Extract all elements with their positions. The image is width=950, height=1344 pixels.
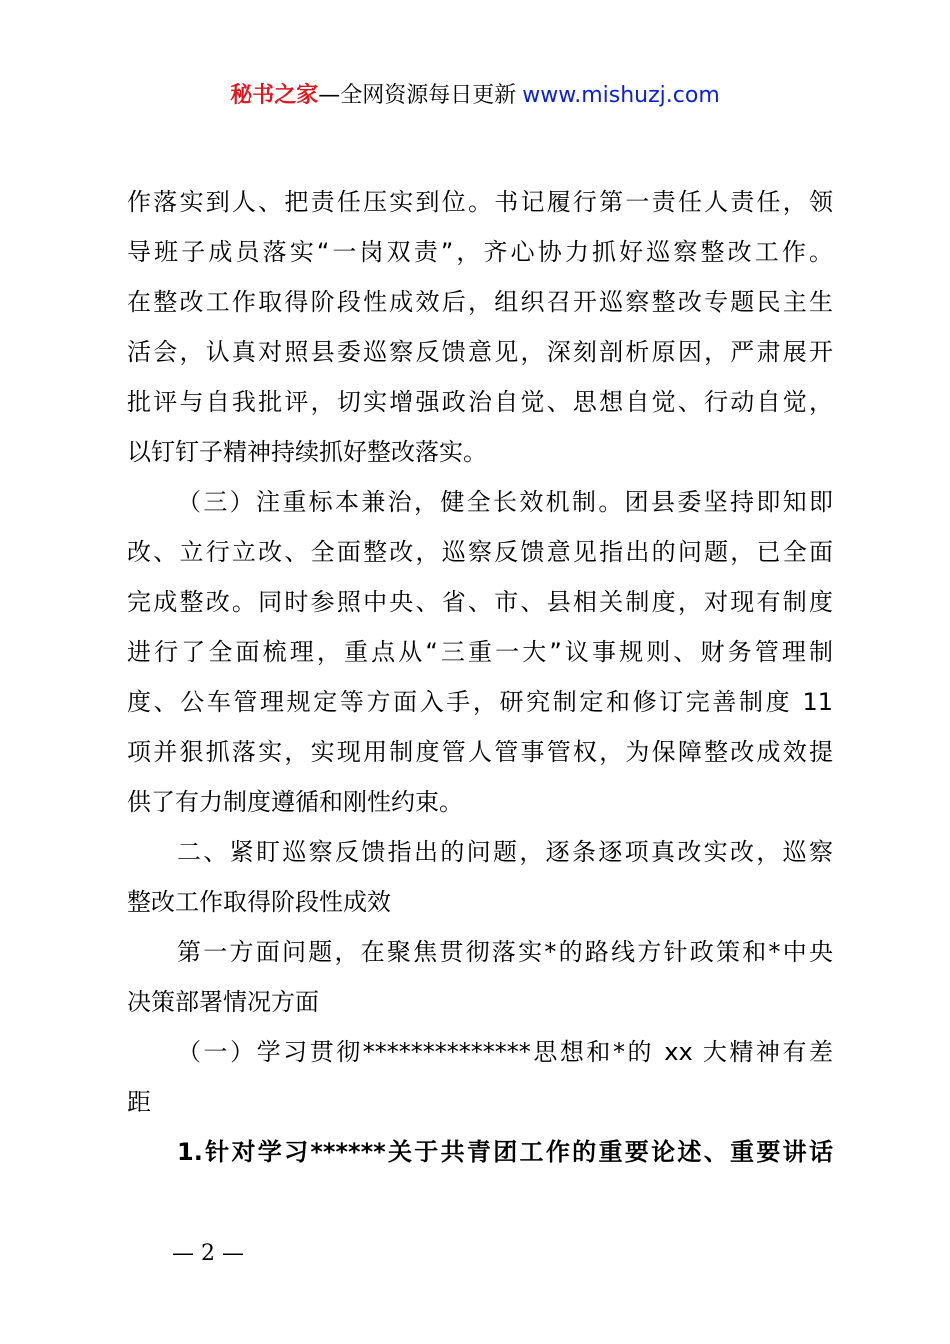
site-header [0, 80, 950, 112]
body-line: 批评与自我批评，切实增强政治自觉、思想自觉、行动自觉， [127, 388, 833, 416]
header-tagline: —全网资源每日更新 [318, 83, 517, 108]
body-line: （一）学习贯彻**************思想和*的 xx 大精神有差 [177, 1038, 833, 1066]
body-line: 作落实到人、把责任压实到位。书记履行第一责任人责任，领 [127, 188, 833, 216]
bold-subheading-line: 1.针对学习******关于共青团工作的重要论述、重要讲话 [177, 1138, 833, 1166]
body-line: 度、公车管理规定等方面入手，研究制定和修订完善制度 11 [127, 688, 833, 716]
body-line: 进行了全面梳理，重点从“三重一大”议事规则、财务管理制 [127, 638, 833, 666]
body-line: 第一方面问题，在聚焦贯彻落实*的路线方针政策和*中央 [177, 938, 833, 966]
site-url[interactable]: www.mishuzj.com [522, 83, 720, 108]
document-body [127, 177, 833, 1177]
body-line: 在整改工作取得阶段性成效后，组织召开巡察整改专题民主生 [127, 288, 833, 316]
body-line: 项并狠抓落实，实现用制度管人管事管权，为保障整改成效提 [127, 738, 833, 766]
body-line: 导班子成员落实“一岗双责”，齐心协力抓好巡察整改工作。 [127, 238, 833, 266]
body-line: 决策部署情况方面 [127, 988, 319, 1016]
page-number: — 2 — [172, 1241, 244, 1266]
body-line: 以钉钉子精神持续抓好整改落实。 [127, 438, 487, 466]
body-line: 活会，认真对照县委巡察反馈意见，深刻剖析原因，严肃展开 [127, 338, 833, 366]
body-line: 距 [127, 1088, 151, 1116]
section-heading-line: 二、紧盯巡察反馈指出的问题，逐条逐项真改实改，巡察 [177, 838, 833, 866]
body-line: 完成整改。同时参照中央、省、市、县相关制度，对现有制度 [127, 588, 833, 616]
body-line: 供了有力制度遵循和刚性约束。 [127, 788, 463, 816]
brand-name: 秘书之家 [230, 83, 319, 108]
body-line: 改、立行立改、全面整改，巡察反馈意见指出的问题，已全面 [127, 538, 833, 566]
body-line: （三）注重标本兼治，健全长效机制。团县委坚持即知即 [177, 488, 833, 516]
section-heading-line: 整改工作取得阶段性成效 [127, 888, 391, 916]
